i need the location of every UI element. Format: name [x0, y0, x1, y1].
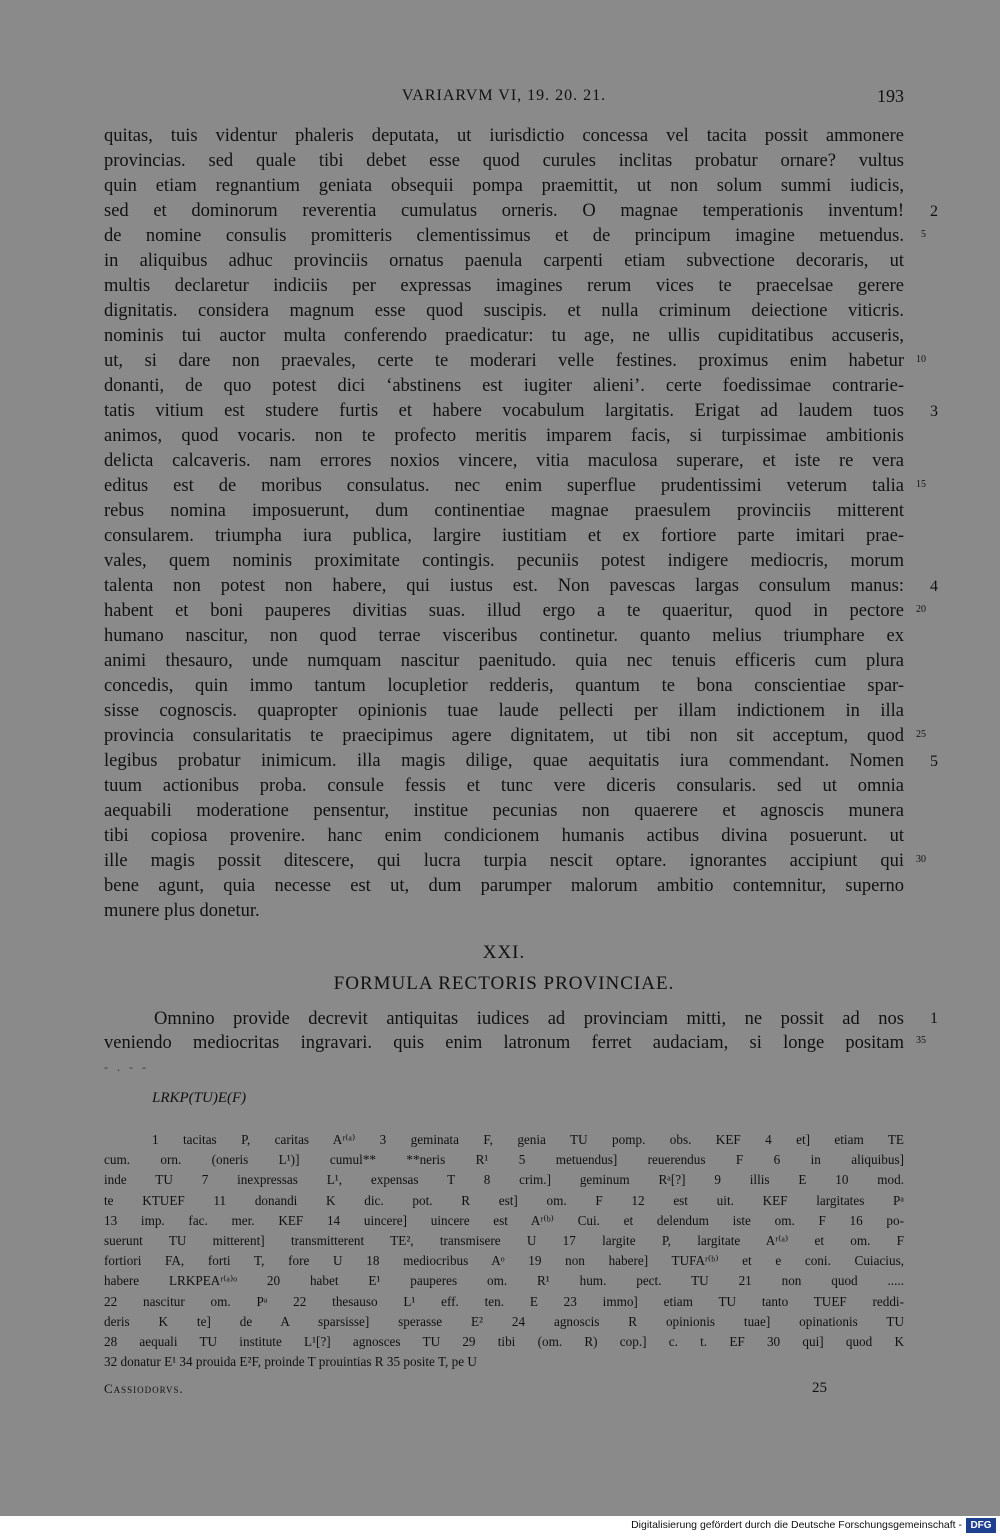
- text-line: [104, 824, 904, 849]
- line-text: consularem. triumpha iura publica, largire iustitiam et ex fortiore parte imitari prae-: [104, 526, 904, 546]
- text-line: [104, 599, 926, 624]
- text-line: [104, 399, 938, 424]
- text-line: [104, 124, 904, 149]
- text-line: [104, 699, 904, 724]
- running-head: VARIARVM VI, 19. 20. 21.: [401, 87, 607, 104]
- apparatus-line: te KTUEF 11 donandi K dic. pot. R est] om. F 12 est uit. KEF largitates Pᵃ: [104, 1192, 904, 1208]
- text-line: [104, 724, 926, 749]
- line-text: tuum actionibus proba. consule fessis et tunc vere diceris consularis. sed ut omnia: [104, 776, 904, 796]
- text-line: [104, 1031, 926, 1055]
- apparatus-line: deris K te] de A sparsisse] sperasse E² 24 agnoscis R opinionis tuae] opinationis TU: [104, 1313, 904, 1329]
- text-line: [104, 549, 904, 574]
- text-line: [104, 374, 904, 399]
- banner-text: Digitalisierung gefördert durch die Deutsche Forschungsgemeinschaft -: [631, 1519, 962, 1531]
- text-line: [104, 774, 904, 799]
- line-text: Omnino provide decrevit antiquitas iudices ad provinciam mitti, ne possit ad nos: [154, 1009, 904, 1029]
- text-line: [104, 299, 904, 324]
- page-number: 193: [877, 86, 904, 106]
- apparatus-line: 1 tacitas P, caritas Aʳ⁽ᵃ⁾ 3 geminata F, genia TU pomp. obs. KEF 4 et] etiam TE: [152, 1132, 904, 1147]
- main-text: [104, 124, 938, 924]
- line-text: animos, quod vocaris. non te profecto meritis imparem facis, si turpissimae ambitionis: [104, 426, 904, 446]
- paragraph-number: 2: [930, 203, 938, 220]
- text-line: [104, 799, 904, 824]
- apparatus-line: 28 aequali TU institute L¹[?] agnosces TU 29 tibi (om. R) cop.] c. t. EF 30 qui] quod K: [104, 1333, 904, 1349]
- text-line: [104, 274, 904, 299]
- text-line: [104, 474, 926, 499]
- line-number: 25: [916, 729, 926, 740]
- apparatus-line: 32 donatur E¹ 34 prouida E²F, proinde T prouintias R 35 posite T, pe U: [104, 1354, 477, 1370]
- line-text: delicta calcaveris. nam errores noxios vincere, vitia maculosa superare, et iste re vera: [104, 451, 904, 471]
- text-line: [104, 849, 926, 874]
- text-line: [104, 874, 904, 899]
- text-line: [104, 249, 904, 274]
- line-text: ille magis possit ditescere, qui lucra turpia nescit optare. ignorantes accipiunt qui: [104, 851, 904, 871]
- line-text: aequabili moderatione pensentur, institue pecunias non quaerere et agnoscis munera: [104, 801, 904, 821]
- line-text: legibus probatur inimicum. illa magis dilige, quae aequitatis iura commendant. Nomen: [104, 751, 904, 771]
- text-line: [104, 149, 904, 174]
- line-text: de nomine consulis promitteris clementissimus et de principum imagine metuendus.: [104, 226, 904, 246]
- line-text: multis declaretur indiciis per expressas imagines rerum vices te praecelsae gerere: [104, 276, 904, 296]
- signature-mark: Cassiodorvs.: [104, 1381, 184, 1396]
- line-number: 15: [916, 479, 926, 490]
- line-number: 20: [916, 604, 926, 615]
- text-line: [104, 749, 938, 774]
- line-text: habent et boni pauperes divitias suas. illud ergo a te quaeritur, quod in pectore: [104, 601, 904, 621]
- apparatus-line: 22 nascitur om. Pᵃ 22 thesauso L¹ eff. ten. E 23 immo] etiam TU tanto TUEF reddi-: [104, 1293, 904, 1309]
- manuscript-sigla: LRKP(TU)E(F): [152, 1090, 247, 1106]
- text-line: [104, 449, 904, 474]
- page-header: [104, 84, 904, 112]
- line-number: 35: [916, 1035, 926, 1046]
- line-number: 10: [916, 354, 926, 365]
- apparatus-line: suerunt TU mitterent] transmitterent TE², transmisere U 17 largite P, largitate Aʳ⁽ᵃ⁾ et om. F: [104, 1232, 904, 1248]
- line-text: munere plus donetur.: [104, 901, 260, 921]
- apparatus-line: inde TU 7 inexpressas L¹, expensas T 8 crim.] geminum Rᵃ[?] 9 illis E 10 mod.: [104, 1172, 904, 1188]
- section-number: XXI.: [482, 942, 526, 963]
- line-text: donanti, de quo potest dici ‘abstinens est iugiter alieni’. certe foedissimae contrarie-: [104, 376, 904, 396]
- line-text: rebus nomina imposuerunt, dum continentiae magnae praesulem provinciis mitterent: [104, 501, 904, 521]
- apparatus-line: habere LRKPEAʳ⁽ᵃ⁾ᵒ 20 habet E¹ pauperes om. R¹ hum. pect. TU 21 non quod .....: [104, 1273, 904, 1289]
- line-text: editus est de moribus consulatus. nec enim superflue prudentissimi veterum talia: [104, 476, 904, 496]
- text-line: [104, 224, 926, 249]
- line-text: humano nascitur, non quod terrae visceribus continetur. quanto melius triumphare ex: [104, 626, 904, 646]
- line-text: quin etiam regnantium geniata obsequii pompa praemittit, ut non solum summi iudicis,: [104, 176, 904, 196]
- signature-number: 25: [812, 1380, 827, 1396]
- apparatus-line: 13 imp. fac. mer. KEF 14 uincere] uincere est Aʳ⁽ᵇ⁾ Cui. et delendum iste om. F 16 po-: [104, 1212, 904, 1228]
- line-text: ut, si dare non praevales, certe te moderari velle festines. proximus enim habetur: [104, 351, 904, 371]
- apparatus-line: cum. orn. (oneris L¹)] cumul** **neris R¹ 5 metuendus] reuerendus F 6 in aliquibus]: [104, 1152, 904, 1168]
- line-text: sed et dominorum reverentia cumulatus orneris. O magnae temperationis inventum!: [104, 201, 904, 221]
- critical-apparatus: [104, 1130, 904, 1372]
- line-text: quitas, tuis videntur phaleris deputata, ut iurisdictio concessa vel tacita possit ammonere: [104, 126, 904, 146]
- line-text: animi thesauro, unde numquam nascitur paenitudo. quia nec tenuis efficeris cum plura: [104, 651, 904, 671]
- text-line: [104, 899, 904, 924]
- trailing-marks: - . - -: [104, 1060, 149, 1074]
- line-text: tatis vitium est studere furtis et habere vocabulum largitatis. Erigat ad laudem tuos: [104, 401, 904, 421]
- line-text: bene agunt, quia necesse est ut, dum parumper malorum ambitio contemnitur, superno: [104, 876, 904, 896]
- text-line: [104, 499, 904, 524]
- line-text: provincia consularitatis te praecipimus agere dignitatem, ut tibi non sit acceptum, quod: [104, 726, 904, 746]
- section-text: [104, 1007, 938, 1055]
- line-number: 30: [916, 854, 926, 865]
- text-line: [104, 199, 938, 224]
- digitization-banner: [0, 1516, 1000, 1536]
- paragraph-number: 4: [930, 578, 938, 595]
- text-line: [104, 624, 904, 649]
- paragraph-number: 1: [930, 1010, 938, 1027]
- paragraph-number: 3: [930, 403, 938, 420]
- text-line: [104, 324, 904, 349]
- text-line: [104, 424, 904, 449]
- text-line: [104, 649, 904, 674]
- line-text: vales, quem nominis proximitate contingis. pecuniis potest indigere mediocris, morum: [104, 551, 904, 571]
- text-line: [104, 574, 938, 599]
- line-text: in aliquibus adhuc provinciis ornatus paenula carpenti etiam subvectione decoraris, ut: [104, 251, 904, 271]
- line-text: concedis, quin immo tantum locupletior redderis, quantum te bona conscientiae spar-: [104, 676, 904, 696]
- apparatus-line: fortiori FA, forti T, fore U 18 mediocribus Aᵒ 19 non habere] TUFAʳ⁽ᵇ⁾ et e coni. Cuiacius,: [104, 1253, 904, 1269]
- line-text: talenta non potest non habere, qui iustus est. Non pavescas largas consulum manus:: [104, 576, 904, 596]
- line-text: dignitatis. considera magnum esse quod suscipis. et nulla criminum deiectione viticris.: [104, 301, 904, 321]
- line-text: tibi copiosa provenire. hanc enim condicionem humanis actibus divina posuerunt. ut: [104, 826, 904, 846]
- section-title: FORMULA RECTORIS PROVINCIAE.: [333, 973, 675, 994]
- line-number: 5: [921, 229, 926, 240]
- line-text: veniendo mediocritas ingravari. quis enim latronum ferret audaciam, si longe positam: [104, 1033, 904, 1053]
- text-line: [104, 524, 904, 549]
- line-text: nominis tui auctor multa conferendo praedicatur: tu age, ne ullis cupiditatibus accuseris,: [104, 326, 904, 346]
- paragraph-number: 5: [930, 753, 938, 770]
- text-line: [104, 349, 926, 374]
- text-line: [104, 174, 904, 199]
- text-line: [104, 674, 904, 699]
- text-line: [104, 1007, 938, 1031]
- line-text: provincias. sed quale tibi debet esse quod curules inclitas probatur ornare? vultus: [104, 151, 904, 171]
- line-text: sisse cognoscis. quapropter opinionis tuae laude pellecti per illam indictionem in illa: [104, 701, 904, 721]
- dfg-logo: DFG: [966, 1518, 996, 1533]
